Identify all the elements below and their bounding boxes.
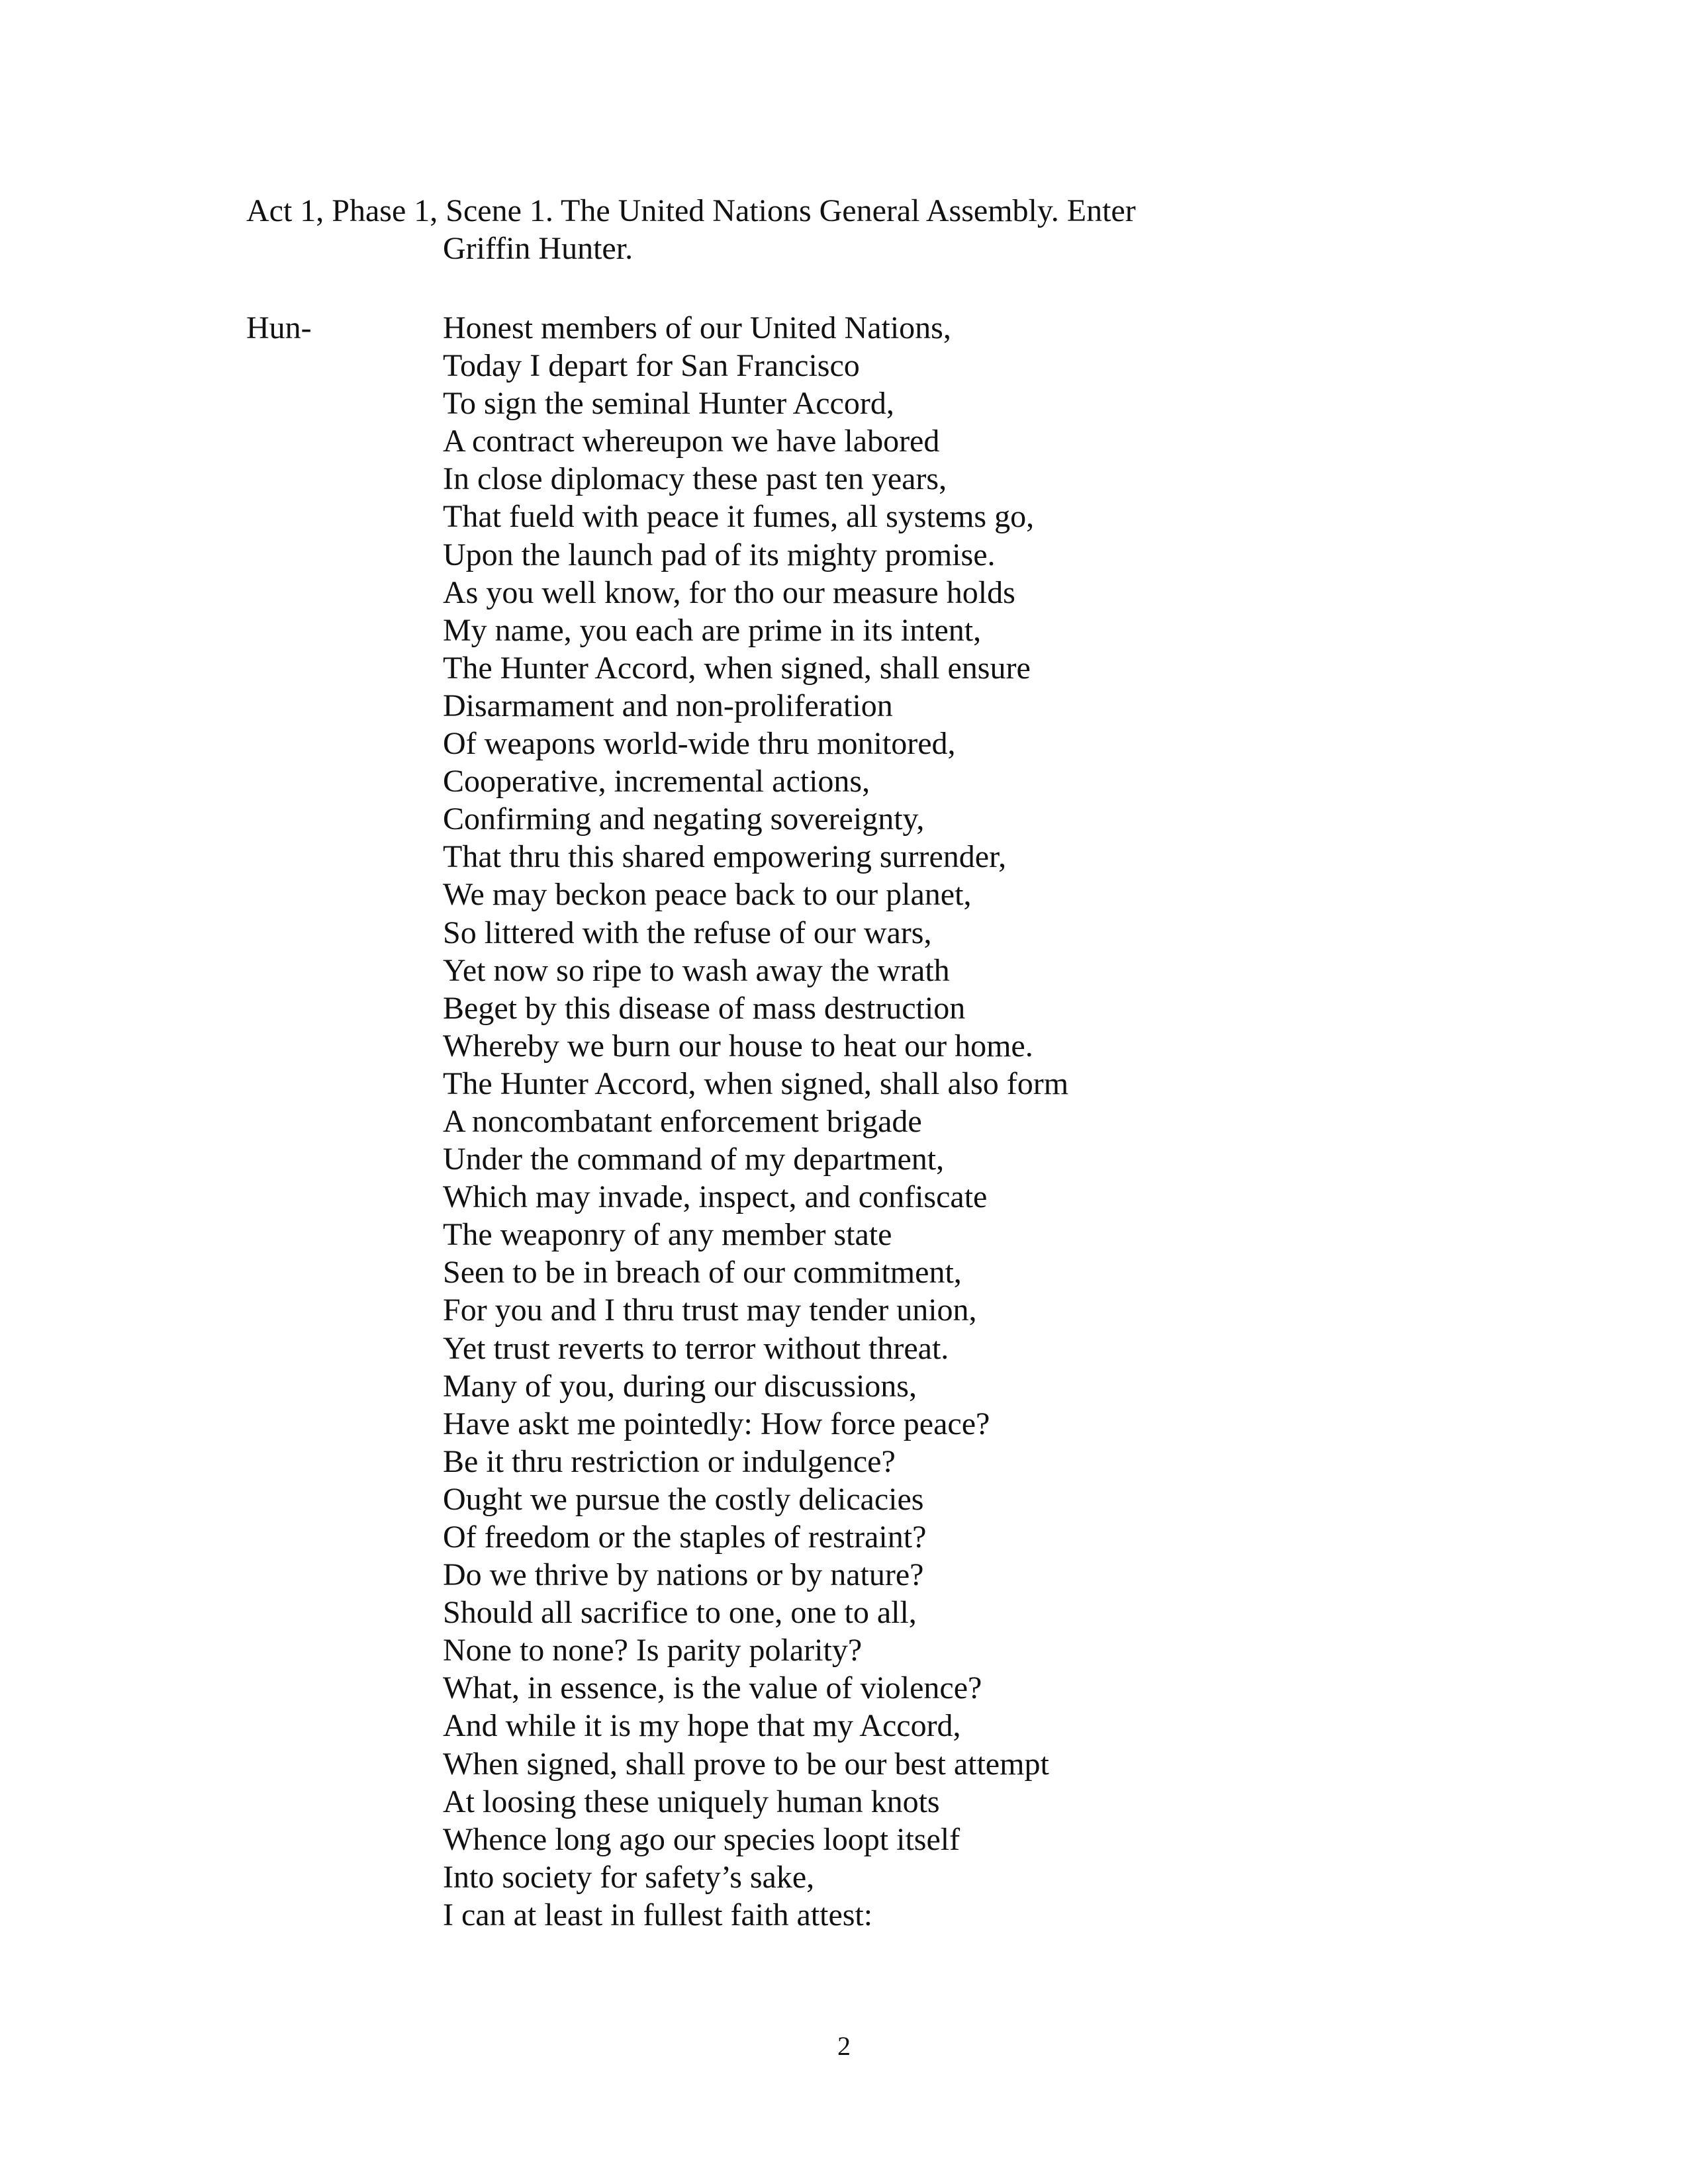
verse-line: At loosing these uniquely human knots [443, 1784, 940, 1819]
verse-line: Have askt me pointedly: How force peace? [443, 1406, 990, 1441]
verse-line: When signed, shall prove to be our best attempt [443, 1746, 1049, 1782]
verse-line: Which may invade, inspect, and confiscate [443, 1179, 988, 1215]
verse-line: Confirming and negating sovereignty, [443, 801, 925, 837]
scene-heading-line-2: Griffin Hunter. [443, 231, 633, 266]
verse-line: A contract whereupon we have labored [443, 424, 940, 459]
verse-line: Beget by this disease of mass destruction [443, 990, 966, 1026]
verse-line: The weaponry of any member state [443, 1217, 892, 1253]
verse-line: Yet trust reverts to terror without threat. [443, 1330, 949, 1366]
verse-block [443, 309, 1634, 1934]
scene-heading-line-1: Act 1, Phase 1, Scene 1. The United Nations General Assembly. Enter [246, 193, 1136, 228]
verse-line: Under the command of my department, [443, 1142, 945, 1177]
speaker-name: Hun- [246, 310, 312, 345]
verse-line: Yet now so ripe to wash away the wrath [443, 952, 950, 988]
verse-line: So littered with the refuse of our wars, [443, 915, 932, 950]
verse-line: None to none? Is parity polarity? [443, 1633, 863, 1668]
verse-line: The Hunter Accord, when signed, shall also form [443, 1066, 1069, 1101]
verse-line: We may beckon peace back to our planet, [443, 877, 972, 913]
verse-line: Should all sacrifice to one, one to all, [443, 1595, 917, 1631]
page-number: 2 [837, 2031, 851, 2061]
verse-line: Today I depart for San Francisco [443, 348, 860, 384]
verse-line: In close diplomacy these past ten years, [443, 461, 947, 497]
verse-line: And while it is my hope that my Accord, [443, 1708, 961, 1744]
scene-heading [246, 192, 1438, 267]
verse-line: As you well know, for tho our measure holds [443, 574, 1015, 610]
verse-line: Into society for safety’s sake, [443, 1859, 815, 1895]
verse-line: Of freedom or the staples of restraint? [443, 1520, 927, 1555]
verse-line: Seen to be in breach of our commitment, [443, 1255, 962, 1291]
verse-line: That thru this shared empowering surrender, [443, 839, 1007, 875]
verse-line: Whence long ago our species loopt itself [443, 1821, 961, 1857]
verse-line: My name, you each are prime in its intent, [443, 612, 982, 648]
verse-line: Ought we pursue the costly delicacies [443, 1481, 924, 1517]
verse-line: Upon the launch pad of its mighty promise. [443, 537, 996, 572]
verse-line: Disarmament and non-proliferation [443, 688, 893, 723]
verse-line: Many of you, during our discussions, [443, 1368, 917, 1404]
verse-line: Be it thru restriction or indulgence? [443, 1443, 896, 1479]
verse-line: I can at least in fullest faith attest: [443, 1897, 873, 1933]
verse-line: Whereby we burn our house to heat our home. [443, 1028, 1033, 1064]
verse-line: The Hunter Accord, when signed, shall ensure [443, 650, 1031, 686]
verse-line: A noncombatant enforcement brigade [443, 1103, 922, 1139]
verse-line: To sign the seminal Hunter Accord, [443, 386, 894, 422]
verse-line: That fueld with peace it fumes, all systems go, [443, 499, 1035, 535]
verse-line: Do we thrive by nations or by nature? [443, 1557, 924, 1593]
verse-line: What, in essence, is the value of violence? [443, 1670, 982, 1706]
verse-line: For you and I thru trust may tender union, [443, 1293, 977, 1328]
verse-line: Cooperative, incremental actions, [443, 764, 870, 799]
verse-line: Of weapons world-wide thru monitored, [443, 726, 956, 762]
verse-line: Honest members of our United Nations, [443, 310, 951, 345]
